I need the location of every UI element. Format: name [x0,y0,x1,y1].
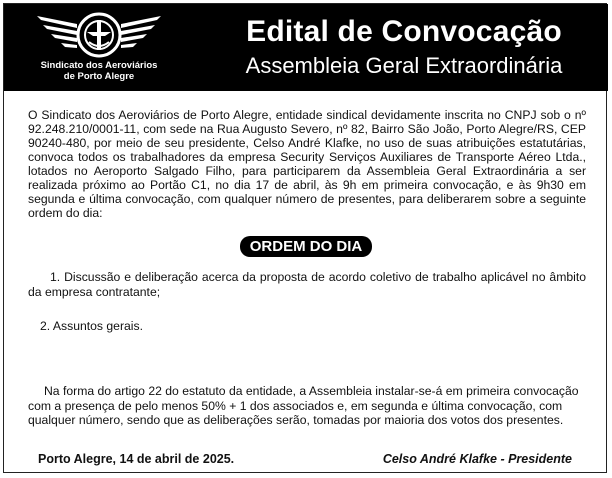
org-name-line1: Sindicato dos Aeroviários [40,60,158,71]
agenda-item-2: 2. Assuntos gerais. [40,319,143,333]
notice-title: Edital de Convocação [246,15,562,48]
notice-subtitle: Assembleia Geral Extraordinária [245,53,563,78]
agenda-item-1: 1. Discussão e deliberação acerca da proposta de acordo coletivo de trabalho aplicável no âmbito da empresa contratante; [28,270,586,299]
signature-line: Celso André Klafke - Presidente [382,452,572,466]
org-name-line2: de Porto Alegre [63,71,135,82]
intro-paragraph: O Sindicato dos Aeroviários de Porto Alegre, entidade sindical devidamente inscrita no CNPJ sob o nº 92.248.210/0001-11, com sede na Rua Augusto Severo, nº 82, Bairro São João, Porto Alegre/RS, CEP 90240-480, por meio de seu presidente, Celso André Klafke, no uso de suas atribuições estatutárias, convoca todos os trabalhadores da empresa Security Serviços Auxiliares de Transporte Aéreo Ltda., lotados no Aeroporto Salgado Filho, para participarem da Assembleia Geral Extraordinária a ser realizada próximo ao Portão C1, no dia 17 de abril, às 9h em primeira convocação, e às 9h30 em segunda e última convocação, com qualquer número de presentes, para deliberarem sobre a seguinte ordem do dia: [28,108,586,220]
winged-emblem-icon [29,10,169,60]
header-banner [4,4,608,91]
notice-frame [3,3,607,473]
union-logo [24,10,174,88]
place-date: Porto Alegre, 14 de abril de 2025. [38,452,235,466]
section-heading-wrap [4,236,608,257]
agenda-heading: ORDEM DO DIA [240,236,373,257]
closing-paragraph: Na forma do artigo 22 do estatuto da entidade, a Assembleia instalar-se-á em primeira convocação com a presença de pelo menos 50% + 1 dos associados e, em segunda e última convocação, com qualquer número, sendo que as deliberações serão, tomadas por maioria dos votos dos presentes. [28,384,579,427]
